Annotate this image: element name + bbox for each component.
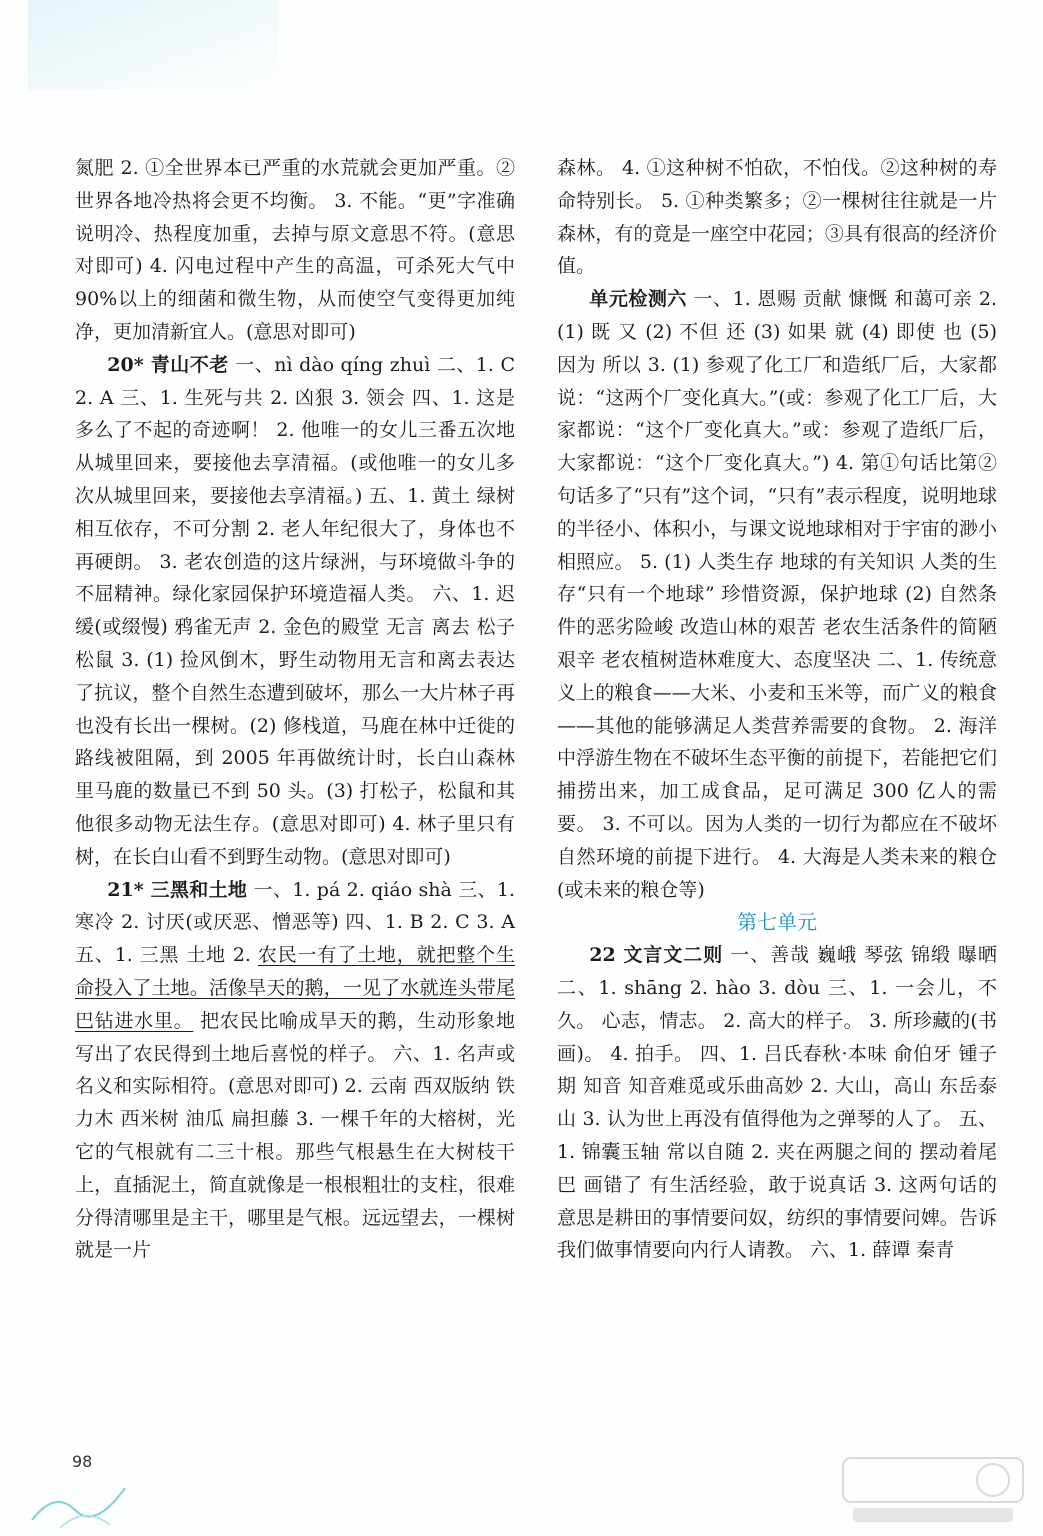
answer-block-19-continued: 氮肥 2. ①全世界本已严重的水荒就会更加严重。②世界各地冷热将会更不均衡。 3. 不能。“更”字准确说明冷、热程度加重，去掉与原文意思不符。(意思对即可) 4. 闪电过程中产生的高温，可杀死大气中 90%以上的细菌和微生物，从而使空气变得更加纯净，更加清新宜人。(意思对即可) bbox=[75, 157, 515, 343]
page-number: 98 bbox=[72, 1452, 93, 1471]
unit-test-6-title: 单元检测六 bbox=[589, 288, 687, 311]
lesson-20-body: 一、nì dào qíng zhuì 二、1. C 2. A 三、1. 生死与共 2. 凶狠 3. 领会 四、1. 这是多么了不起的奇迹啊！ 2. 他唯一的女儿三番五次地从城里回来，要接他去享清福。(或他唯一的女儿多次从城里回来，要接他去享清福。) 五、1. 黄土 绿树相互依存，不可分割 2. 老人年纪很大了，身体也不再硬朗。 3. 老农创造的这片绿洲，与环境做斗争的不屈精神。绿化家园保护环境造福人类。 六、1. 迟缓(或缀慢) 鸦雀无声 2. 金色的殿堂 无言 离去 松子 松鼠 3. (1) 捡风倒木，野生动物用无言和离去表达了抗议，整个自然生态遭到破坏，那么一大片林子再也没有长出一棵树。(2) 修栈道，马鹿在林中迁徙的路线被阻隔，到 2005 年再做统计时，长白山森林里马鹿的数量已不到 50 头。(3) 打松子，松鼠和其他很多动物无法生存。(意思对即可) 4. 林子里只有树，在长白山看不到野生动物。(意思对即可) bbox=[75, 353, 515, 868]
left-column bbox=[75, 152, 515, 1267]
lesson-22-title: 22 文言文二则 bbox=[589, 944, 724, 967]
lesson-21-answers bbox=[75, 874, 515, 1268]
lesson-22-body: 一、善哉 巍峨 琴弦 锦缎 曝晒 二、1. shāng 2. hào 3. dòu 三、1. 一会儿，不久。 心志，情志。 2. 高大的样子。 3. 所珍藏的(书画)。 4. 拍手。 四、1. 吕氏春秋·本味 俞伯牙 锺子期 知音 知音难觅或乐曲高妙 2. 大山，高山 东岳泰山 3. 认为世上再没有值得他为之弹琴的人了。 五、1. 锦囊玉轴 常以自随 2. 夹在两腿之间的 摆动着尾巴 画错了 有生活经验，敢于说真话 3. 这两句话的意思是耕田的事情要问奴，纺织的事情要问婢。告诉我们做事情要向内行人请教。 六、1. 薛谭 秦青 bbox=[557, 944, 997, 1262]
lesson-21-underlined-sentence: 农民一有了土地，就把整个生命投入了土地。活像旱天的鹅，一见了水就连头带尾巴钻进水里。 bbox=[75, 944, 515, 1032]
answer-block-21-continued: 森林。 4. ①这种树不怕砍，不怕伐。②这种树的寿命特别长。 5. ①种类繁多；②一棵树往往就是一片森林，有的竟是一座空中花园；③具有很高的经济价值。 bbox=[557, 157, 997, 278]
corner-swoosh-decoration bbox=[30, 1470, 140, 1530]
lesson-21-body-b: 把农民比喻成旱天的鹅，生动形象地写出了农民得到土地后喜悦的样子。 六、1. 名声或名义和实际相符。(意思对即可) 2. 云南 西双版纳 铁力木 西米树 油瓜 扁担藤 3. 一棵千年的大榕树，光它的气根就有二三十根。那些气根悬生在大树枝干上，直插泥土，简直就像是一根根粗壮的支柱，很难分得清哪里是主干，哪里是气根。远远望去，一棵树就是一片 bbox=[75, 1009, 515, 1262]
header-decoration bbox=[28, 0, 278, 90]
unit-test-6-answers bbox=[557, 283, 997, 906]
lesson-20-answers bbox=[75, 349, 515, 874]
lesson-22-answers bbox=[557, 939, 997, 1267]
lesson-20-title: 20* 青山不老 bbox=[107, 353, 229, 376]
unit-test-6-body: 一、1. 恩赐 贡献 慷慨 和蔼可亲 2. (1) 既 又 (2) 不但 还 (3) 如果 就 (4) 即使 也 (5) 因为 所以 3. (1) 参观了化工厂和造纸厂后，大家都说：“这两个厂变化真大。”(或：参观了化工厂后，大家都说：“这个厂变化真大。”或：参观了造纸厂后，大家都说：“这个厂变化真大。”) 4. 第①句话比第②句话多了“只有”这个词，“只有”表示程度，说明地球的半径小、体积小，与课文说地球相对于宇宙的渺小相照应。 5. (1) 人类生存 地球的有关知识 人类的生存“只有一个地球” 珍惜资源，保护地球 (2) 自然条件的恶劣险峻 改造山林的艰苦 老农生活条件的简陋艰辛 老农植树造林难度大、态度坚决 二、1. 传统意义上的粮食——大米、小麦和玉米等，而广义的粮食——其他的能够满足人类营养需要的食物。 2. 海洋中浮游生物在不破坏生态平衡的前提下，若能把它们捕捞出来，加工成食品，足可满足 300 亿人的需要。 3. 不可以。因为人类的一切行为都应在不破坏自然环境的前提下进行。 4. 大海是人类未来的粮仓(或未来的粮仓等) bbox=[557, 288, 997, 901]
lesson-21-title: 21* 三黑和土地 bbox=[107, 878, 248, 901]
watermark-logo bbox=[833, 1450, 1033, 1530]
unit-7-heading: 第七单元 bbox=[737, 910, 817, 935]
lesson-21-body-a: 一、1. pá 2. qiáo shà 三、1. 寒冷 2. 讨厌(或厌恶、憎恶等) 四、1. B 2. C 3. A 五、1. 三黑 土地 2. bbox=[75, 878, 515, 967]
right-column bbox=[557, 152, 997, 1267]
